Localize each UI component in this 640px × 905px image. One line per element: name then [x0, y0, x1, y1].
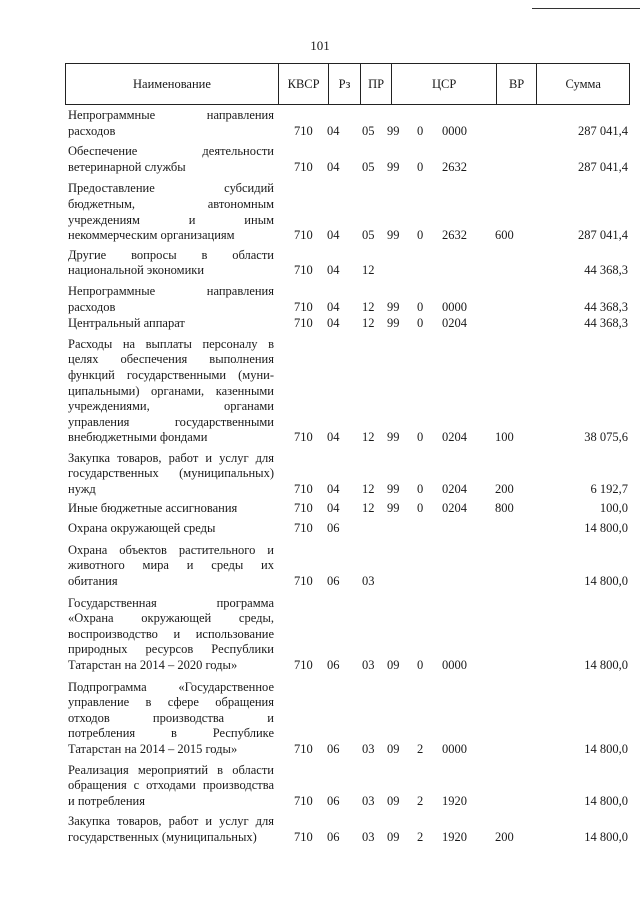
row-csr-direction: 0204 — [442, 482, 467, 497]
row-csr-direction: 1920 — [442, 793, 467, 808]
row-name — [68, 680, 274, 758]
row-pr: 12 — [362, 299, 375, 314]
table-row — [68, 337, 628, 446]
row-name-line: внебюджетными фондами — [68, 430, 208, 445]
row-rz: 04 — [327, 430, 340, 445]
row-rz: 04 — [327, 482, 340, 497]
row-name-line: управления государственными — [68, 414, 274, 429]
column-header-name: Наименование — [66, 64, 279, 104]
row-csr-program: 99 — [387, 316, 400, 331]
row-kvsr: 710 — [294, 574, 313, 589]
row-name-line: Центральный аппарат — [68, 316, 185, 331]
row-kvsr: 710 — [294, 793, 313, 808]
row-csr-subprogram: 0 — [417, 159, 424, 174]
row-name-line: отходов производства и — [68, 710, 274, 725]
row-sum: 100,0 — [599, 500, 628, 515]
row-pr: 03 — [362, 658, 375, 672]
row-name-line: обитания — [68, 574, 118, 589]
row-pr: 03 — [362, 793, 375, 808]
row-rz: 04 — [327, 228, 340, 243]
row-csr-program: 99 — [387, 228, 400, 243]
row-csr-subprogram: 0 — [417, 228, 424, 243]
row-csr-direction: 0204 — [442, 316, 467, 331]
row-name-line: учреждениями, органами — [68, 399, 274, 414]
row-name-line: Закупка товаров, работ и услуг для — [68, 814, 274, 829]
row-kvsr: 710 — [294, 658, 313, 672]
row-sum: 44 368,3 — [584, 316, 628, 331]
row-name-line: ветеринарной службы — [68, 159, 186, 174]
row-rz: 04 — [327, 159, 340, 174]
row-csr-direction: 0000 — [442, 299, 467, 314]
row-csr-direction: 2632 — [442, 159, 467, 174]
row-kvsr: 710 — [294, 482, 313, 497]
table-row — [68, 451, 628, 498]
table-row — [68, 543, 628, 590]
row-sum: 14 800,0 — [584, 658, 628, 672]
row-name-line: государственных (муниципальных) — [68, 829, 257, 844]
row-name-line: Другие вопросы в области — [68, 247, 274, 262]
table-row — [68, 284, 628, 315]
row-name-line: функций государственными (муни- — [68, 367, 274, 382]
row-pr: 12 — [362, 316, 375, 331]
row-sum: 14 800,0 — [584, 574, 628, 589]
row-name — [68, 543, 274, 590]
page-number: 101 — [310, 38, 330, 53]
row-kvsr: 710 — [294, 430, 313, 445]
row-rz: 06 — [327, 658, 340, 672]
row-kvsr: 710 — [294, 123, 313, 138]
row-pr: 03 — [362, 829, 375, 844]
row-name — [68, 814, 274, 845]
row-name-line: целях обеспечения выполнения — [68, 352, 274, 367]
row-name-line: национальной экономики — [68, 263, 205, 278]
row-csr-direction: 0000 — [442, 658, 467, 672]
row-sum: 287 041,4 — [578, 159, 628, 174]
row-csr-direction: 0000 — [442, 123, 467, 138]
table-row — [68, 814, 628, 845]
row-csr-subprogram: 0 — [417, 430, 424, 445]
row-name-line: Непрограммные направления — [68, 283, 274, 298]
row-name — [68, 596, 274, 674]
table-body — [68, 104, 628, 846]
row-name-line: учреждениям и иным — [68, 212, 274, 227]
row-rz: 04 — [327, 299, 340, 314]
row-rz: 04 — [327, 500, 340, 515]
row-kvsr: 710 — [294, 741, 313, 756]
row-name-line: нужд — [68, 482, 96, 497]
row-name-line: ципальными) органами, казенными — [68, 383, 274, 398]
row-name-line: Подпрограмма «Государственное — [68, 679, 274, 694]
row-pr: 03 — [362, 574, 375, 589]
row-vr: 800 — [495, 500, 514, 515]
row-kvsr: 710 — [294, 159, 313, 174]
row-csr-subprogram: 2 — [417, 741, 424, 756]
row-pr: 12 — [362, 263, 375, 278]
row-name-line: потребления в Республике — [68, 726, 274, 741]
row-csr-direction: 2632 — [442, 228, 467, 243]
row-name — [68, 451, 274, 498]
table-row — [68, 521, 628, 537]
row-pr: 05 — [362, 159, 375, 174]
table-row — [68, 316, 628, 332]
row-kvsr: 710 — [294, 263, 313, 278]
row-name-line: Расходы на выплаты персоналу в — [68, 336, 274, 351]
row-vr: 200 — [495, 482, 514, 497]
row-pr: 05 — [362, 123, 375, 138]
column-header-sum: Сумма — [565, 76, 601, 91]
table-row — [68, 596, 628, 674]
row-rz: 04 — [327, 316, 340, 331]
row-kvsr: 710 — [294, 829, 313, 844]
row-name — [68, 337, 274, 446]
row-rz: 06 — [327, 574, 340, 589]
column-header-csr: ЦСР — [392, 64, 497, 104]
row-sum: 38 075,6 — [584, 430, 628, 445]
row-name — [68, 144, 274, 175]
row-kvsr: 710 — [294, 500, 313, 515]
row-name — [68, 248, 274, 279]
row-csr-direction: 0204 — [442, 500, 467, 515]
column-header-kvsr: КВСР — [279, 64, 329, 104]
table-row — [68, 501, 628, 517]
row-rz: 06 — [327, 793, 340, 808]
row-csr-subprogram: 0 — [417, 500, 424, 515]
row-csr-program: 99 — [387, 159, 400, 174]
row-csr-program: 99 — [387, 430, 400, 445]
row-name-line: Предоставление субсидий — [68, 181, 274, 196]
table-row — [68, 680, 628, 758]
row-sum: 14 800,0 — [584, 793, 628, 808]
row-name-line: Охрана объектов растительного и — [68, 542, 274, 557]
row-name-line: Иные бюджетные ассигнования — [68, 500, 238, 515]
row-kvsr: 710 — [294, 521, 313, 536]
row-name — [68, 501, 274, 517]
row-csr-subprogram: 0 — [417, 658, 424, 672]
table-row — [68, 144, 628, 175]
row-pr: 12 — [362, 482, 375, 497]
row-csr-subprogram: 0 — [417, 482, 424, 497]
row-pr: 12 — [362, 500, 375, 515]
table-row — [68, 108, 628, 139]
table-row — [68, 763, 628, 810]
row-name-line: бюджетным, автономным — [68, 196, 274, 211]
row-name — [68, 284, 274, 315]
row-sum: 287 041,4 — [578, 123, 628, 138]
row-csr-program: 09 — [387, 658, 400, 672]
row-name-line: природных ресурсов Республики — [68, 642, 274, 657]
row-rz: 06 — [327, 829, 340, 844]
row-csr-program: 99 — [387, 482, 400, 497]
row-sum: 14 800,0 — [584, 521, 628, 536]
row-csr-program: 09 — [387, 829, 400, 844]
row-csr-subprogram: 0 — [417, 123, 424, 138]
row-csr-subprogram: 2 — [417, 829, 424, 844]
row-sum: 44 368,3 — [584, 299, 628, 314]
row-pr: 05 — [362, 228, 375, 243]
table-row — [68, 181, 628, 243]
row-name-line: воспроизводство и использование — [68, 626, 274, 641]
row-name — [68, 763, 274, 810]
row-name-line: расходов — [68, 299, 116, 314]
row-name-line: Закупка товаров, работ и услуг для — [68, 450, 274, 465]
corner-mark — [532, 8, 640, 9]
row-kvsr: 710 — [294, 228, 313, 243]
row-sum: 6 192,7 — [590, 482, 628, 497]
row-csr-direction: 0000 — [442, 741, 467, 756]
row-vr: 100 — [495, 430, 514, 445]
row-pr: 03 — [362, 741, 375, 756]
row-csr-subprogram: 2 — [417, 793, 424, 808]
row-name-line: некоммерческим организациям — [68, 228, 235, 243]
row-rz: 04 — [327, 263, 340, 278]
row-kvsr: 710 — [294, 316, 313, 331]
row-name-line: животного мира и среды их — [68, 558, 274, 573]
row-csr-program: 09 — [387, 741, 400, 756]
row-name-line: Татарстан на 2014 – 2020 годы» — [68, 658, 238, 672]
column-header-rz: Рз — [329, 64, 361, 104]
row-name — [68, 108, 274, 139]
row-sum: 14 800,0 — [584, 829, 628, 844]
row-name-line: Охрана окружающей среды — [68, 521, 216, 536]
row-csr-direction: 0204 — [442, 430, 467, 445]
row-csr-program: 99 — [387, 500, 400, 515]
table-row — [68, 248, 628, 279]
row-name-line: и потребления — [68, 793, 145, 808]
row-name-line: Государственная программа — [68, 595, 274, 610]
row-csr-direction: 1920 — [442, 829, 467, 844]
row-kvsr: 710 — [294, 299, 313, 314]
row-name-line: Реализация мероприятий в области — [68, 762, 274, 777]
row-name-line: Татарстан на 2014 – 2015 годы» — [68, 741, 238, 756]
row-csr-program: 99 — [387, 299, 400, 314]
row-rz: 06 — [327, 521, 340, 536]
row-name — [68, 521, 274, 537]
row-vr: 600 — [495, 228, 514, 243]
row-vr: 200 — [495, 829, 514, 844]
row-rz: 06 — [327, 741, 340, 756]
table-header — [65, 63, 630, 105]
row-sum: 14 800,0 — [584, 741, 628, 756]
row-name — [68, 316, 274, 332]
row-name-line: «Охрана окружающей среды, — [68, 611, 274, 626]
row-csr-program: 09 — [387, 793, 400, 808]
row-csr-program: 99 — [387, 123, 400, 138]
row-name-line: Обеспечение деятельности — [68, 144, 274, 159]
row-csr-subprogram: 0 — [417, 316, 424, 331]
row-name-line: государственных (муниципальных) — [68, 466, 274, 481]
row-sum: 44 368,3 — [584, 263, 628, 278]
row-pr: 12 — [362, 430, 375, 445]
row-rz: 04 — [327, 123, 340, 138]
column-header-vr: ВР — [497, 64, 537, 104]
row-csr-subprogram: 0 — [417, 299, 424, 314]
row-name-line: управление в сфере обращения — [68, 695, 274, 710]
row-name-line: расходов — [68, 123, 116, 138]
row-name-line: обращения с отходами производства — [68, 778, 274, 793]
column-header-pr: ПР — [361, 64, 393, 104]
row-name — [68, 181, 274, 243]
row-sum: 287 041,4 — [578, 228, 628, 243]
row-name-line: Непрограммные направления — [68, 108, 274, 122]
